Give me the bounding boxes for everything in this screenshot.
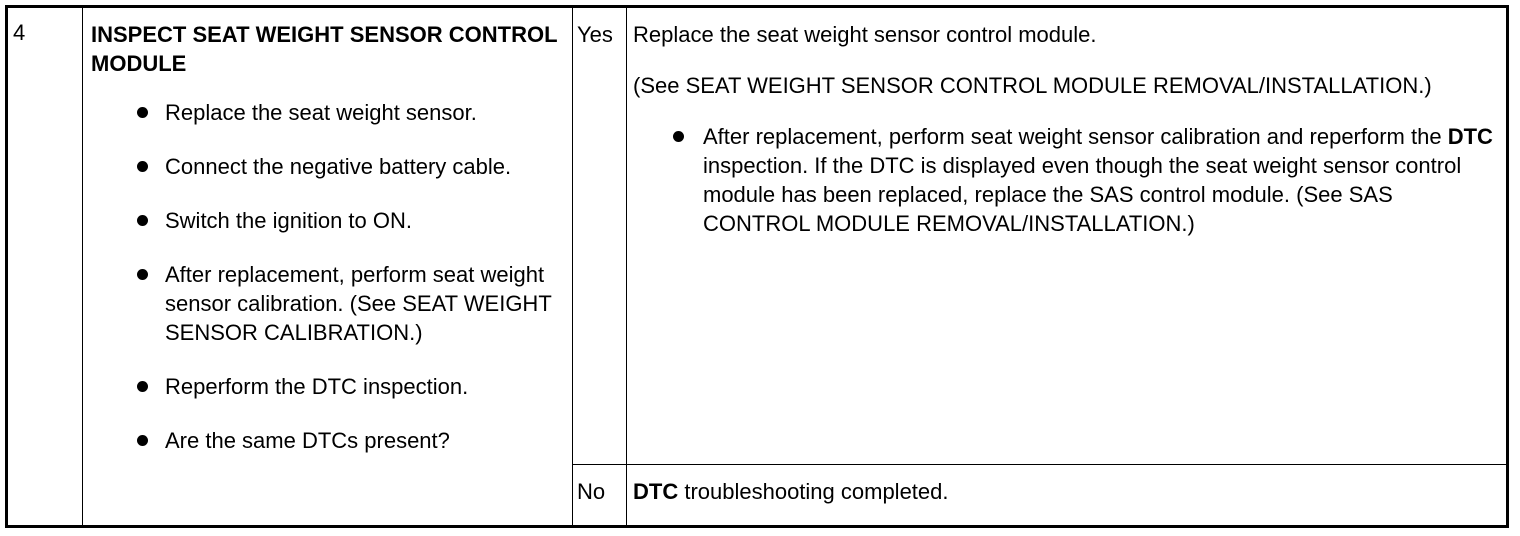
note-text-end: inspection. If the DTC is displayed even though the seat weight sensor control module has been replaced, replace the SAS control module. (See SAS CONTROL MODULE REMOVAL/INSTALLATION.)	[703, 153, 1462, 236]
yes-label: Yes	[577, 22, 613, 47]
bullet-icon	[137, 215, 148, 226]
procedure-item	[91, 206, 566, 235]
procedure-item	[91, 98, 566, 127]
no-label: No	[577, 479, 606, 504]
yes-reference-text: (See SEAT WEIGHT SENSOR CONTROL MODULE REMOVAL/INSTALLATION.)	[633, 73, 1432, 98]
bullet-icon	[137, 161, 148, 172]
step-procedure-list	[91, 98, 566, 455]
note-text-start: After replacement, perform seat weight sensor calibration and reperform the	[703, 124, 1448, 149]
no-action-text: troubleshooting completed.	[678, 479, 949, 504]
procedure-text: Replace the seat weight sensor.	[165, 100, 477, 125]
bullet-icon	[673, 131, 684, 142]
step-number-cell	[7, 7, 83, 527]
no-action-cell	[627, 465, 1508, 527]
yes-note-item	[633, 122, 1496, 238]
yes-action-cell	[627, 7, 1508, 465]
procedure-text: Reperform the DTC inspection.	[165, 374, 469, 399]
note-text-bold: DTC	[1447, 124, 1493, 149]
procedure-item	[91, 152, 566, 181]
procedure-item	[91, 372, 566, 401]
procedure-text: Are the same DTCs present?	[165, 428, 450, 453]
yes-action-text: Replace the seat weight sensor control module.	[633, 22, 1097, 47]
bullet-icon	[137, 107, 148, 118]
bullet-icon	[137, 269, 148, 280]
step-number: 4	[13, 20, 26, 45]
step-content-cell	[83, 7, 573, 527]
procedure-item	[91, 426, 566, 455]
procedure-item	[91, 260, 566, 347]
yes-note-list	[633, 122, 1496, 238]
procedure-text: Switch the ignition to ON.	[165, 208, 413, 233]
no-action-bold: DTC	[633, 479, 679, 504]
bullet-icon	[137, 435, 148, 446]
bullet-icon	[137, 381, 148, 392]
procedure-text: Connect the negative battery cable.	[165, 154, 512, 179]
yes-answer-cell	[573, 7, 627, 465]
procedure-text: After replacement, perform seat weight sensor calibration. (See SEAT WEIGHT SENSOR CALIBRATION.)	[165, 262, 552, 345]
step-title: INSPECT SEAT WEIGHT SENSOR CONTROL MODULE	[91, 22, 558, 76]
no-answer-cell	[573, 465, 627, 527]
diagnostic-step-table	[5, 5, 1509, 528]
